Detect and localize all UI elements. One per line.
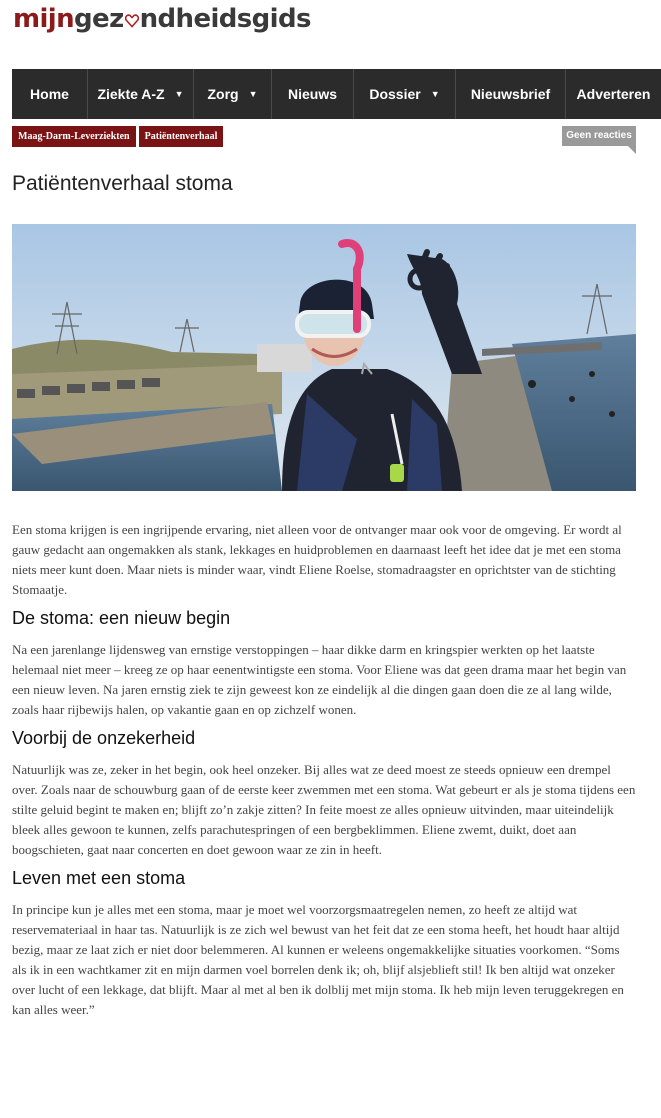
nav-label: Nieuws xyxy=(287,86,337,102)
nav-nieuws[interactable] xyxy=(272,69,354,119)
caret-down-icon: ▼ xyxy=(174,89,184,99)
nav-label: Zorg xyxy=(207,86,239,102)
section-paragraph: In principe kun je alles met een stoma, maar je moet wel voorzorgsmaatregelen nemen, zo heeft ze altijd wat reservemateriaal in haar tas. Natuurlijk is ze zich wel bewust van het feit dat ze een stoma heeft, het houdt haar altijd bezig, maar ze laat zich er niet door belemmeren. Al kunnen er weleens ongemakkelijke situaties voorkomen. “Soms als ik in een wachtkamer zit en mijn darmen voel borrelen denk ik; oh, blijf alsjeblieft stil! Ik ben altijd wat onzeker over lucht of een lekkage, dat blijft. Maar al met al ben ik dolblij met mijn stoma. Ik heb mijn leven teruggekregen en kan alles weer.” xyxy=(12,902,624,1017)
section-paragraph: Natuurlijk was ze, zeker in het begin, ook heel onzeker. Bij alles wat ze deed moest ze steeds opnieuw een drempel over. Zoals naar de schouwburg gaan of de eerste keer zwemmen met een stoma. Wat gebeurt er als je stoma tijdens een stilte geluid begint te maken en; blijft zo’n zakje zitten? In feite moest ze alles opnieuw uitvinden, maar uiteindelijk bleek alles gewoon te kunnen, zelfs parachutespringen of een bergbeklimmen. Eliene zwemt, duikt, doet aan boogschieten, gaat naar concerten en doet gewoon waar ze zin in heeft. xyxy=(12,762,636,857)
caret-down-icon: ▼ xyxy=(430,89,440,99)
nav-label: Nieuwsbrief xyxy=(470,86,551,102)
nav-dossier[interactable] xyxy=(354,69,456,119)
nav-label: Ziekte A-Z xyxy=(97,86,165,102)
nav-label: Home xyxy=(30,86,69,102)
nav-label: Dossier xyxy=(369,86,421,102)
tag-maag-darm-leverziekten[interactable]: Maag-Darm-Leverziekten xyxy=(12,126,136,147)
section-paragraph: Na een jarenlange lijdensweg van ernstige verstoppingen – haar dikke darm en kringspier werkten op het laatste helemaal niet meer – kreeg ze op haar eenentwintigste een stoma. Voor Eliene was dat geen drama maar het begin van een nieuw leven. Na jaren ernstig ziek te zijn geweest kon ze eindelijk al die dingen gaan doen die ze al lang wilde, zoals haar rijbewijs halen, op vakantie gaan en op zichzelf wonen. xyxy=(12,642,627,717)
heart-icon xyxy=(125,14,139,28)
site-logo[interactable] xyxy=(13,4,311,38)
tag-patientenverhaal[interactable]: Patiëntenverhaal xyxy=(139,126,224,147)
category-tags xyxy=(12,126,223,147)
section-heading: Voorbij de onzekerheid xyxy=(12,728,196,748)
caret-down-icon: ▼ xyxy=(248,89,258,99)
nav-home[interactable] xyxy=(12,69,88,119)
article-hero-image xyxy=(12,224,636,491)
article-body xyxy=(12,520,636,1020)
nav-nieuwsbrief[interactable] xyxy=(456,69,566,119)
diver-photo xyxy=(12,224,636,491)
section-heading: De stoma: een nieuw begin xyxy=(12,608,231,628)
logo-part-2a: gez xyxy=(74,4,124,34)
main-navigation xyxy=(12,69,661,119)
nav-label: Adverteren xyxy=(576,86,651,102)
nav-zorg[interactable] xyxy=(194,69,272,119)
logo-part-2b: ndheidsgids xyxy=(139,4,311,34)
nav-ziekte-a-z[interactable] xyxy=(88,69,194,119)
page-title: Patiëntenverhaal stoma xyxy=(12,172,233,195)
nav-adverteren[interactable] xyxy=(566,69,661,119)
article-intro: Een stoma krijgen is een ingrijpende ervaring, niet alleen voor de ontvanger maar ook voor de omgeving. Er wordt al gauw gedacht aan ongemakken als stank, lekkages en huidproblemen en daarnaast leeft het idee dat je met een stoma niets meer kunt doen. Maar niets is minder waar, vindt Eliene Roelse, stomadraagster en oprichtster van de stichting Stomaatje. xyxy=(12,522,622,597)
section-heading: Leven met een stoma xyxy=(12,868,186,888)
comments-count-badge[interactable]: Geen reacties xyxy=(562,126,636,146)
logo-part-1: mijn xyxy=(13,4,75,34)
